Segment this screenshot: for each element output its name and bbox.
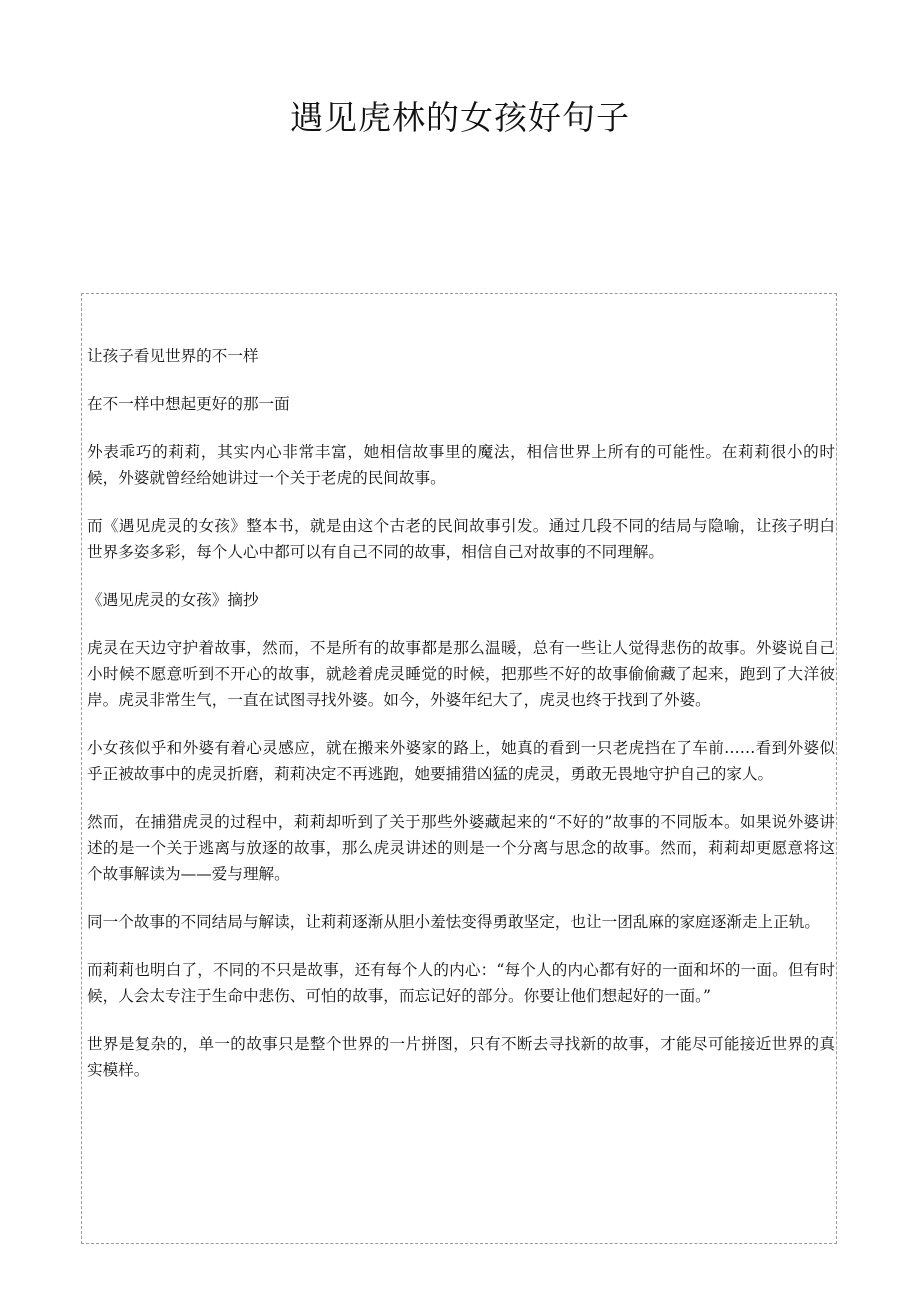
paragraph: 让孩子看见世界的不一样 (87, 347, 259, 365)
paragraph: 外表乖巧的莉莉，其实内心非常丰富，她相信故事里的魔法，相信世界上所有的可能性。在莉莉很小的时候，外婆就曾经给她讲过一个关于老虎的民间故事。 (87, 443, 835, 487)
paragraph-list (87, 343, 835, 1105)
paragraph: 《遇见虎灵的女孩》摘抄 (87, 591, 259, 609)
paragraph: 世界是复杂的，单一的故事只是整个世界的一片拼图，只有不断去寻找新的故事，才能尽可能接近世界的真实模样。 (87, 1035, 835, 1079)
paragraph: 同一个故事的不同结局与解读，让莉莉逐渐从胆小羞怯变得勇敢坚定，也让一团乱麻的家庭逐渐走上正轨。 (87, 913, 820, 931)
paragraph: 虎灵在天边守护着故事，然而，不是所有的故事都是那么温暖，总有一些让人觉得悲伤的故事。外婆说自己小时候不愿意听到不开心的故事，就趁着虎灵睡觉的时候，把那些不好的故事偷偷藏了起来，跑到了大洋彼岸。虎灵非常生气，一直在试图寻找外婆。如今，外婆年纪大了，虎灵也终于找到了外婆。 (87, 639, 835, 709)
paragraph: 而《遇见虎灵的女孩》整本书，就是由这个古老的民间故事引发。通过几段不同的结局与隐喻，让孩子明白世界多姿多彩，每个人心中都可以有自己不同的故事，相信自己对故事的不同理解。 (87, 517, 835, 561)
paragraph: 而莉莉也明白了，不同的不只是故事，还有每个人的内心：“每个人的内心都有好的一面和坏的一面。但有时候，人会太专注于生命中悲伤、可怕的故事，而忘记好的部分。你要让他们想起好的一面。” (87, 961, 835, 1005)
page-title: 遇见虎林的女孩好句子 (290, 98, 630, 137)
paragraph: 在不一样中想起更好的那一面 (87, 395, 290, 413)
paragraph: 小女孩似乎和外婆有着心灵感应，就在搬来外婆家的路上，她真的看到一只老虎挡在了车前……看到外婆似乎正被故事中的虎灵折磨，莉莉决定不再逃跑，她要捕猎凶猛的虎灵，勇敢无畏地守护自己的家人。 (87, 739, 835, 783)
content-box (81, 293, 837, 1244)
paragraph: 然而，在捕猎虎灵的过程中，莉莉却听到了关于那些外婆藏起来的“不好的”故事的不同版本。如果说外婆讲述的是一个关于逃离与放逐的故事，那么虎灵讲述的则是一个分离与思念的故事。然而，莉莉却更愿意将这个故事解读为——爱与理解。 (87, 813, 835, 883)
